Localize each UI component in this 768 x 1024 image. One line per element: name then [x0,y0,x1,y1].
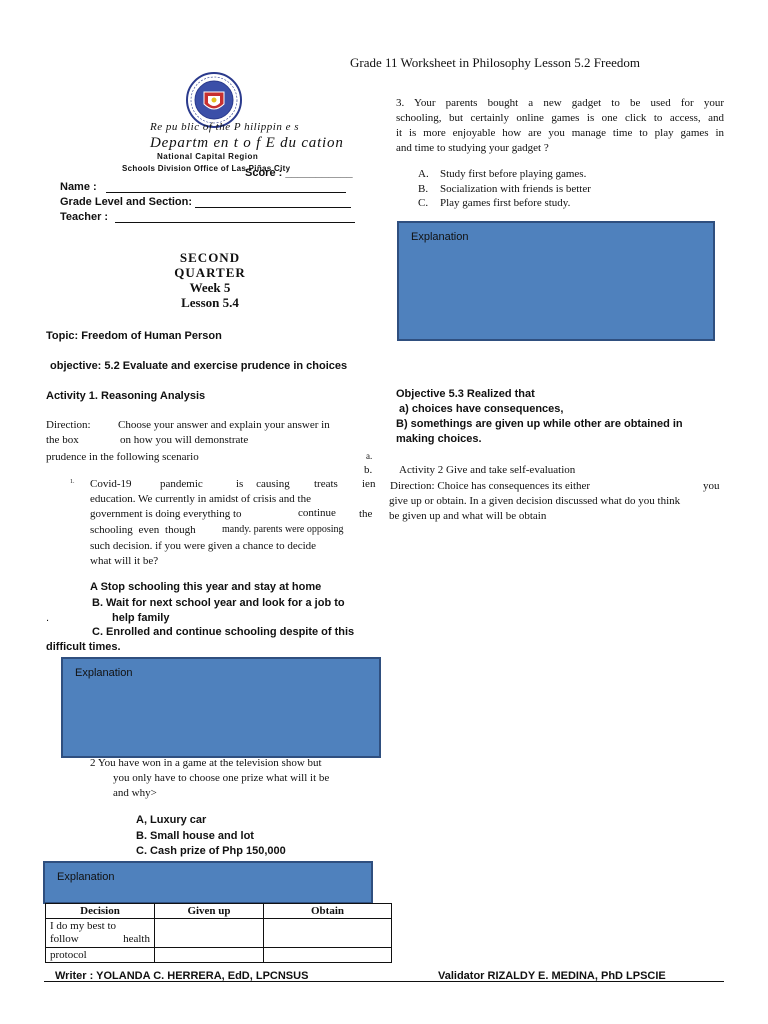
list-marker-b: b. [364,464,373,476]
q2-line3: and why> [113,787,157,799]
q1-word-ien: ien [362,478,376,490]
table-header-row [46,904,392,919]
division-text: Schools Division Office of Las Piñas City [122,164,291,173]
activity2-line2: give up or obtain. In a given decision discussed what do you think [389,495,681,507]
footer-divider [44,981,724,982]
explanation-label-2: Explanation [57,871,115,883]
q3-option-c-text: Play games first before study. [440,197,571,209]
q2-option-b: B. Small house and lot [136,830,254,842]
q3-option-a-text: Study first before playing games. [440,168,587,180]
grade-label: Grade Level and Section: [60,196,193,208]
lesson-label: Lesson 5.4 [181,295,239,310]
q1-dot: . [46,612,50,624]
decision-cell [46,919,155,948]
q3-option-c-letter: C. [418,197,429,209]
objective-53-a: a) choices have consequences, [399,403,564,415]
quarter-line2: QUARTER [174,265,246,280]
q3-text [396,96,724,156]
teacher-label: Teacher : [60,211,109,223]
q2-option-c: C. Cash prize of Php 150,000 [136,845,286,857]
decision-line1: I do my best to [50,920,116,932]
q3-option-a [418,167,591,182]
objective-53-b2: making choices. [396,433,482,445]
given-up-cell-2[interactable] [155,948,264,963]
q1-option-b1: B. Wait for next school year and look for a job to [92,597,345,609]
activity2-direction-a: Direction: Choice has consequences its either [390,480,591,492]
q1-word-covid: Covid-19 [90,478,132,490]
writer-credit: Writer : YOLANDA C. HERRERA, EdD, LPCNSUS [55,970,309,981]
decision-table [45,903,392,963]
activity2-line3: be given up and what will be obtain [389,510,547,522]
teacher-field[interactable] [60,211,355,223]
q1-line4a: schooling even though [90,524,196,536]
q3-line2: schooling, but certainly online games is one click to access, and [396,112,724,124]
table-row [46,919,392,948]
q3-line4: and time to studying your gadget ? [396,142,549,154]
given-up-cell[interactable] [155,919,264,948]
q1-option-c1: C. Enrolled and continue schooling despite of this [92,626,355,638]
week-label: Week 5 [189,280,231,295]
activity2-direction-b: you [703,480,720,492]
explanation-label-3: Explanation [411,231,469,243]
header-obtain: Obtain [264,904,392,919]
explanation-label-1: Explanation [75,667,133,679]
worksheet-title: Grade 11 Worksheet in Philosophy Lesson 5.2 Freedom [350,55,640,70]
deped-seal-icon [186,72,242,128]
header-given-up: Given up [155,904,264,919]
q1-word-treats: treats [314,478,338,490]
q1-word-pandemic: pandemic [160,478,203,490]
list-marker-a: a. [366,451,373,461]
explanation-box-1[interactable] [61,657,381,758]
direction-b: Choose your answer and explain your answer in [118,419,330,431]
table-row [46,948,392,963]
objective-53-b1: B) somethings are given up while other are obtained in [396,418,683,430]
quarter-block [150,250,270,310]
footer-clip [0,968,768,981]
q3-option-b [418,182,591,197]
q1-line5: such decision. if you were given a chance to decide [90,540,317,552]
objective-53-title: Objective 5.3 Realized that [396,388,535,400]
activity1-title: Activity 1. Reasoning Analysis [46,390,206,402]
name-line[interactable] [106,182,346,193]
obtain-cell-2[interactable] [264,948,392,963]
department-text: Departm en t o f E du cation [150,135,344,151]
q1-option-c2: difficult times. [46,641,121,653]
q1-number: 1. [70,479,75,485]
q1-line6: what will it be? [90,555,159,567]
q3-options [418,167,591,211]
topic-text: Topic: Freedom of Human Person [46,330,222,342]
name-label: Name : [60,181,97,193]
republic-text: Re pu blic of the P hilippin e s [150,121,299,133]
q1-line3c: the [359,508,373,520]
q1-option-b2: help family [112,612,170,624]
q2-option-a: A, Luxury car [136,814,207,826]
q1-line2: education. We currently in amidst of crisis and the [90,493,311,505]
explanation-box-2[interactable] [43,861,373,904]
objective-text: objective: 5.2 Evaluate and exercise prudence in choices [50,360,348,372]
q2-line1: 2 You have won in a game at the television show but [90,757,322,769]
validator-credit: Validator RIZALDY E. MEDINA, PhD LPSCIE [438,970,666,981]
q1-line3a: government is doing everything to [90,508,242,520]
q3-option-c [418,196,591,211]
q3-line3: it is more enjoyable how are you manage time to play games in [396,127,724,139]
direction-c: the box [46,434,79,446]
decision-cell-2: protocol [46,948,155,963]
q1-word-causing: is causing [236,478,290,490]
q3-option-b-letter: B. [418,182,429,195]
teacher-line[interactable] [115,212,355,223]
q1-line4b: mandy. parents were opposing [222,524,344,535]
name-field[interactable] [60,181,346,193]
direction-a: Direction: [46,419,91,431]
decision-follow: follow [50,933,79,945]
q1-option-a: A Stop schooling this year and stay at home [90,581,322,593]
header-decision: Decision [46,904,155,919]
direction-d: on how you will demonstrate [120,434,249,446]
explanation-box-3[interactable] [397,221,715,341]
quarter-line1: SECOND [179,250,241,265]
q1-line3b: continue [298,507,336,519]
grade-line[interactable] [195,197,351,208]
direction-e: prudence in the following scenario [46,451,199,463]
obtain-cell[interactable] [264,919,392,948]
q3-option-b-text: Socialization with friends is better [440,182,591,195]
q2-line2: you only have to choose one prize what will it be [113,772,330,784]
q3-option-a-letter: A. [418,168,429,180]
activity2-title: Activity 2 Give and take self-evaluation [399,464,576,476]
score-label: Score : ___________ [245,167,353,179]
region-text: National Capital Region [157,152,259,161]
decision-health: health [123,933,150,945]
decision-line2 [50,933,150,946]
q3-line1: 3. Your parents bought a new gadget to be used for your [396,97,724,109]
grade-section-field[interactable] [60,196,351,208]
